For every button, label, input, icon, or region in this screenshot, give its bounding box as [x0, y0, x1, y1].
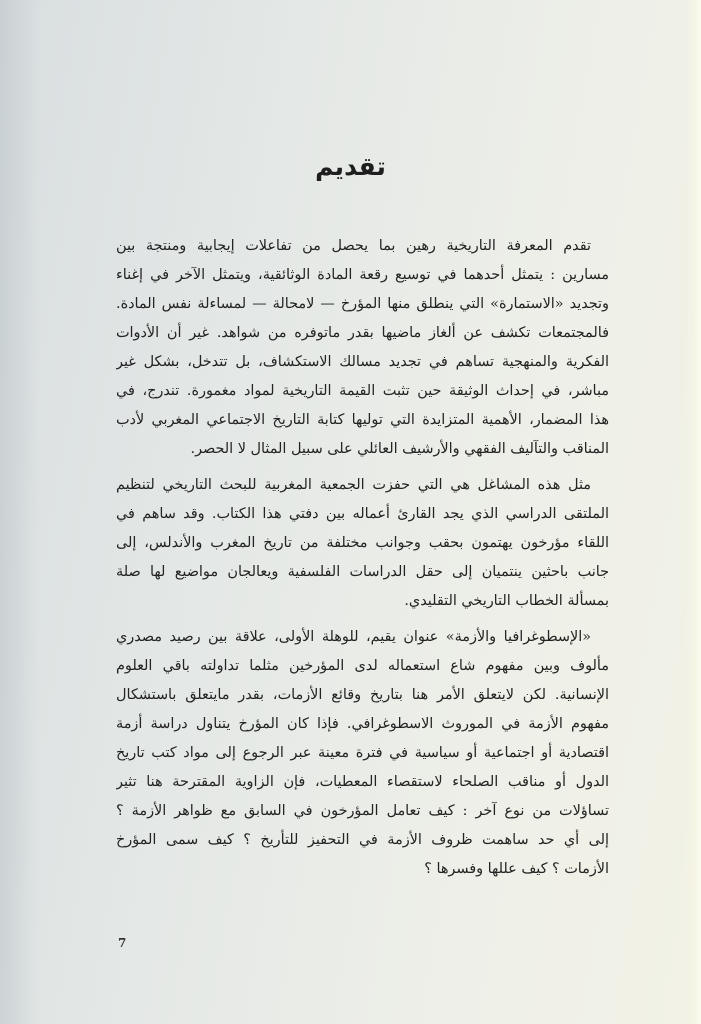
text-line: الملتقى الدراسي الذي يجد القارئ أعماله بين دفتي هذا الكتاب. وقد ساهم في: [116, 506, 609, 522]
body-text: [116, 232, 609, 891]
text-line: الإنسانية. لكن لايتعلق الأمر هنا بتاريخ وقائع الأزمات، بقدر مايتعلق باستشكال: [116, 687, 609, 703]
text-line: هذا المضمار، الأهمية المتزايدة التي توليها كتابة التاريخ الاجتماعي المغربي لأدب: [116, 412, 609, 428]
paragraph-3: [116, 623, 609, 884]
paragraph-2: [116, 471, 609, 616]
text-line: مألوف وبين مفهوم شاع استعماله لدى المؤرخين مثلما تداولته باقي العلوم: [116, 658, 609, 674]
text-line: تساؤلات من نوع آخر : كيف تعامل المؤرخون في السابق مع ظواهر الأزمة ؟: [116, 803, 609, 819]
text-line: إلى أي حد ساهمت ظروف الأزمة في التحفيز للتأريخ ؟ كيف سمى المؤرخ: [116, 832, 609, 848]
page-number: 7: [118, 936, 127, 950]
text-line: بمسألة الخطاب التاريخي التقليدي.: [404, 593, 609, 609]
text-line: الفكرية والمنهجية تساهم في تجديد مسالك الاستكشاف، بل تتدخل، بشكل غير: [116, 354, 609, 370]
text-line: مثل هذه المشاغل هي التي حفزت الجمعية المغربية للبحث التاريخي لتنظيم: [116, 477, 591, 493]
text-line: وتجديد «الاستمارة» التي ينطلق منها المؤرخ — لامحالة — لمساءلة نفس المادة.: [116, 296, 609, 312]
text-line: اقتصادية أو اجتماعية أو سياسية في فترة معينة عبر الرجوع إلى مواد كتب تاريخ: [116, 745, 609, 761]
text-line: مفهوم الأزمة في الموروث الاسطوغرافي. فإذا كان المؤرخ يتناول دراسة أزمة: [116, 716, 609, 732]
text-line: اللقاء مؤرخون يهتمون بحقب وجوانب مختلفة من تاريخ المغرب والأندلس، إلى: [116, 535, 609, 551]
text-line: المناقب والتآليف الفقهي والأرشيف العائلي على سبيل المثال لا الحصر.: [190, 441, 609, 457]
text-line: تقدم المعرفة التاريخية رهين بما يحصل من تفاعلات إيجابية ومنتجة بين: [116, 238, 591, 254]
text-line: «الإسطوغرافيا والأزمة» عنوان يقيم، للوهلة الأولى، علاقة بين رصيد مصدري: [116, 629, 591, 645]
text-line: مسارين : يتمثل أحدهما في توسيع رقعة المادة الوثائقية، ويتمثل الآخر في إغناء: [116, 267, 609, 283]
page-title: تقديم: [315, 152, 386, 181]
text-line: الدول أو مناقب الصلحاء لاستقصاء المعطيات، فإن الزاوية المقترحة هنا تثير: [116, 774, 609, 790]
text-line: الأزمات ؟ كيف عللها وفسرها ؟: [424, 861, 609, 877]
text-line: مباشر، في إحداث الوثيقة حين تثبت القيمة التاريخية لمواد مغمورة. تندرج، في: [116, 383, 609, 399]
text-line: جانب باحثين ينتميان إلى حقل الدراسات الفلسفية ويعالجان مواضيع لها صلة: [116, 564, 609, 580]
text-line: فالمجتمعات تكشف عن ألغاز ماضيها بقدر ماتوفره من شواهد. غير أن الأدوات: [116, 325, 609, 341]
paragraph-1: [116, 232, 609, 464]
